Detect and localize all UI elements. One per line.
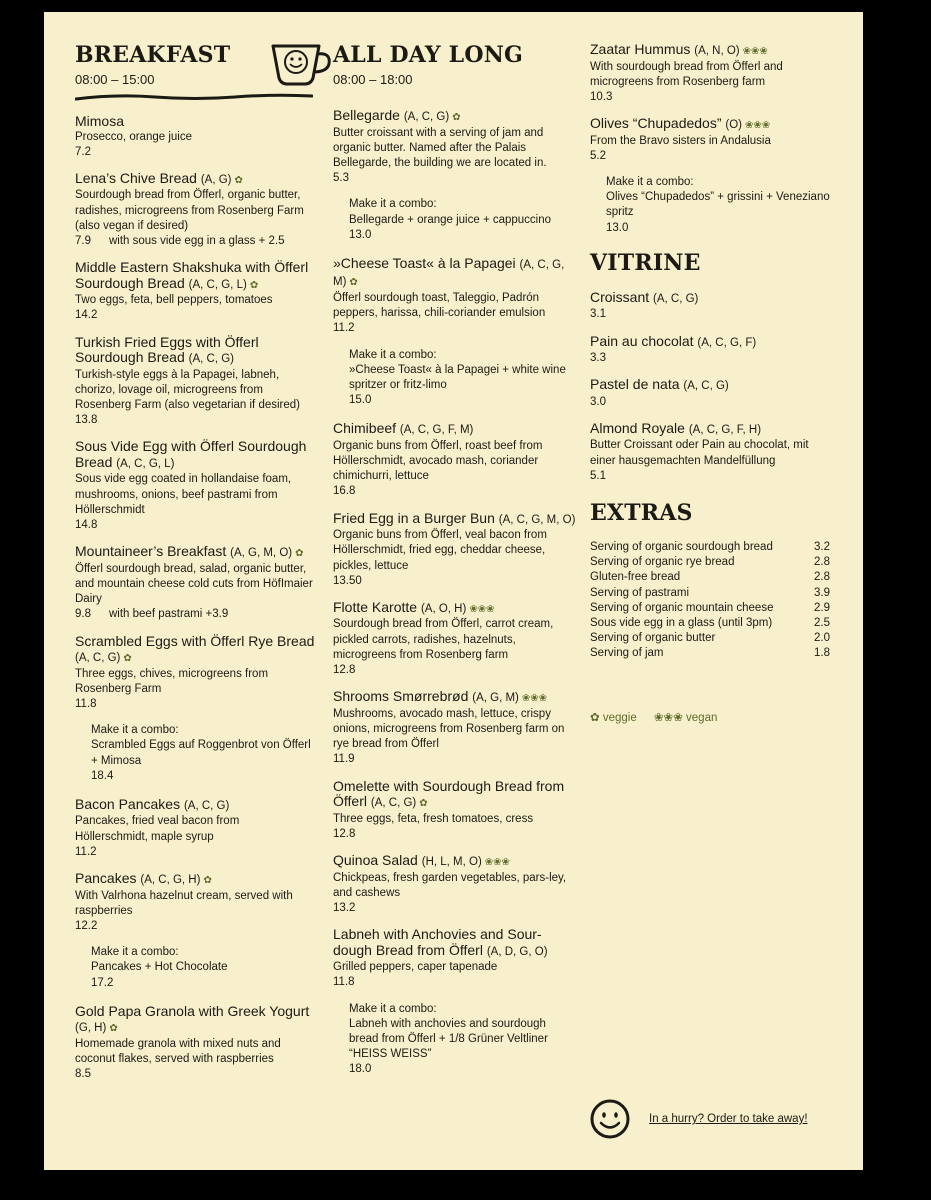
item-name-row — [333, 779, 578, 812]
extras-header — [590, 500, 836, 526]
item-price: 12.8 — [333, 827, 356, 840]
item-name-row — [590, 377, 836, 395]
combo-price: 18.4 — [91, 769, 114, 782]
item-allergens: (G, H) — [75, 1022, 107, 1035]
item-price: 7.9 — [75, 235, 91, 248]
item-name-row — [333, 256, 578, 291]
item-description: Three eggs, feta, fresh tomatoes, cress — [333, 812, 534, 825]
item-name: Bacon Pancakes — [75, 795, 181, 812]
item-name-row — [333, 927, 578, 960]
snack-items — [590, 42, 836, 236]
smiley-face-icon — [589, 1098, 633, 1142]
extra-row — [590, 616, 830, 631]
item-name-row — [333, 853, 578, 871]
item-description: With sourdough bread from Öfferl and microgreens from Rosenberg farm — [590, 60, 783, 88]
item-allergens: (A, C, G, F) — [697, 336, 757, 349]
combo-label: Make it a combo: — [91, 946, 179, 959]
veggie-icon: ✿ — [234, 174, 243, 186]
item-name: Omelette with Sourdough Bread from Öfferl — [333, 777, 565, 810]
extra-price: 2.9 — [814, 601, 830, 614]
diet-legend — [590, 710, 836, 724]
item-name-row — [590, 42, 836, 60]
item-description: Sous vide egg coated in hollandaise foam, mushrooms, onions, beef pastrami from Höllerschmidt — [75, 473, 292, 516]
menu-item — [333, 689, 578, 767]
item-name: Almond Royale — [590, 419, 685, 436]
combo-offer — [75, 723, 315, 784]
item-name-row — [590, 290, 836, 308]
item-price: 3.3 — [590, 352, 606, 365]
item-allergens: (A, C, G, F, H) — [688, 423, 762, 436]
item-price-row — [590, 469, 836, 484]
extra-row — [590, 586, 830, 601]
veggie-icon: ✿ — [452, 112, 461, 123]
item-price-row — [590, 149, 836, 164]
item-description: Öfferl sourdough bread, salad, organic butter, and mountain cheese cold cuts from HöfImaier Dairy — [75, 562, 313, 606]
item-price: 11.2 — [333, 322, 355, 335]
extra-label: Gluten-free bread — [590, 571, 681, 584]
menu-item — [590, 377, 836, 410]
item-allergens: (A, C, G, L) — [116, 457, 175, 470]
vegan-icon: ❀❀❀ — [484, 857, 510, 868]
veggie-icon: ✿ — [295, 548, 304, 560]
menu-item — [333, 853, 578, 916]
item-price-row — [75, 919, 315, 934]
item-name-row — [590, 421, 836, 439]
item-description: Sourdough bread from Öfferl, carrot cream, pickled carrots, radishes, hazelnuts, microgreens from Rosenberg farm — [333, 618, 554, 661]
combo-label: Make it a combo: — [91, 724, 179, 737]
item-price: 13.50 — [333, 574, 362, 587]
item-name-row — [590, 334, 836, 352]
item-description: Grilled peppers, caper tapenade — [333, 961, 498, 974]
item-price-row — [333, 752, 578, 767]
item-description: Homemade granola with mixed nuts and coconut flakes, served with raspberries — [75, 1037, 281, 1066]
coffee-cup-smiley-icon — [269, 40, 333, 88]
section-hours: 08:00 – 15:00 — [75, 72, 155, 87]
item-name: Middle Eastern Shakshuka with Öfferl Sourdough Bread — [75, 259, 309, 291]
item-price: 12.2 — [75, 920, 98, 932]
item-price: 11.8 — [333, 976, 355, 989]
item-name: Labneh with Anchovies and Sour-dough Bread from Öfferl — [333, 926, 542, 958]
combo-offer — [590, 175, 836, 236]
item-name: Scrambled Eggs with Öfferl Rye Bread — [75, 632, 315, 649]
item-description: Öfferl sourdough toast, Taleggio, Padrón peppers, harissa, chili-coriander emulsion — [333, 291, 546, 320]
item-name: Fried Egg in a Burger Bun — [333, 509, 495, 526]
menu-item — [590, 290, 836, 323]
menu-item — [333, 779, 578, 842]
item-name: Mimosa — [75, 113, 125, 129]
item-price-row — [75, 308, 315, 323]
menu-item — [333, 511, 578, 589]
combo-description: Labneh with anchovies and sourdough bread from Öfferl + 1/8 Grüner Veltliner “HEISS WEISS” — [349, 1017, 548, 1061]
combo-description: Pancakes + Hot Chocolate — [91, 961, 228, 974]
menu-item — [590, 42, 836, 105]
item-allergens: (A, G) — [200, 173, 232, 186]
item-description: Mushrooms, avocado mash, lettuce, crispy onions, microgreens from Rosenberg farm on rye bread from Öfferl — [333, 707, 565, 751]
menu-item — [75, 260, 315, 323]
item-name-row — [333, 511, 578, 529]
extra-price: 2.5 — [814, 617, 830, 630]
veggie-icon: ✿ — [419, 798, 428, 810]
item-price: 13.8 — [75, 414, 98, 427]
item-allergens: (O) — [725, 119, 743, 132]
item-extra-option: with sous vide egg in a glass + 2.5 — [109, 235, 285, 248]
menu-item — [75, 634, 315, 713]
veggie-icon: ✿ — [109, 1023, 118, 1035]
menu-item — [333, 421, 578, 499]
item-name: Sous Vide Egg with Öfferl Sourdough Bread — [75, 438, 307, 470]
combo-label: Make it a combo: — [349, 1002, 437, 1015]
vitrine-header — [590, 250, 836, 276]
combo-price: 13.0 — [606, 221, 629, 234]
extra-price: 1.8 — [814, 647, 830, 660]
item-allergens: (A, C, G, F, M) — [399, 424, 474, 437]
item-name-row — [75, 871, 315, 889]
extras-list — [590, 540, 836, 662]
item-price-row — [333, 975, 578, 990]
menu-item — [333, 927, 578, 990]
item-price-row — [75, 518, 315, 533]
extra-price: 3.2 — [814, 541, 830, 554]
combo-price: 13.0 — [349, 228, 372, 241]
item-price-row — [590, 90, 836, 105]
item-extra-option: with beef pastrami +3.9 — [109, 608, 229, 621]
item-name-row — [333, 108, 578, 126]
extra-row — [590, 540, 830, 555]
item-name-row — [333, 689, 578, 707]
item-price: 3.1 — [590, 308, 606, 321]
combo-offer — [333, 197, 578, 243]
veggie-icon: ✿ — [123, 653, 132, 665]
combo-offer — [75, 945, 315, 991]
right-column — [590, 42, 836, 724]
extra-label: Serving of organic sourdough bread — [590, 541, 773, 554]
item-price-row — [333, 321, 578, 336]
item-price-row — [75, 697, 315, 712]
extra-label: Sous vide egg in a glass (until 3pm) — [590, 617, 773, 630]
extra-label: Serving of pastrami — [590, 586, 690, 599]
menu-item — [590, 334, 836, 367]
item-description: Organic buns from Öfferl, veal bacon from Höllerschmidt, fried egg, cheddar cheese, pickles, lettuce — [333, 529, 547, 572]
item-allergens: (A, C, G) — [403, 111, 450, 123]
extra-price: 3.9 — [814, 586, 830, 599]
item-name: Pain au chocolat — [590, 332, 694, 349]
extra-label: Serving of organic mountain cheese — [590, 601, 774, 614]
item-allergens: (A, G, M, O) — [230, 547, 293, 560]
vegan-icon: ❀❀❀ — [742, 46, 768, 57]
combo-label: Make it a combo: — [349, 198, 437, 211]
item-price-row — [590, 395, 836, 410]
combo-description: Olives “Chupadedos” + grissini + Veneziano spritz — [606, 191, 830, 219]
vegan-icon: ❀❀❀ — [521, 693, 548, 705]
item-description: With Valrhona hazelnut cream, served with raspberries — [75, 889, 293, 917]
menu-item — [75, 1004, 315, 1083]
allday-column — [333, 42, 578, 1091]
legend-vegan: ❀❀❀ vegan — [653, 711, 718, 724]
menu-item — [333, 600, 578, 678]
item-description: Two eggs, feta, bell peppers, tomatoes — [75, 294, 273, 307]
item-price: 11.9 — [333, 753, 355, 766]
item-name: Mountaineer’s Breakfast — [75, 543, 227, 560]
item-price-row — [333, 574, 578, 589]
item-allergens: (A, C, G) — [683, 380, 729, 393]
extra-label: Serving of organic butter — [590, 632, 716, 645]
combo-description: Bellegarde + orange juice + cappuccino — [349, 213, 552, 226]
item-description: Organic buns from Öfferl, roast beef from Höllerschmidt, avocado mash, coriander chimichurri, lettuce — [333, 439, 543, 483]
item-name: Pastel de nata — [590, 376, 680, 393]
breakfast-items — [75, 114, 315, 1082]
item-price-row — [75, 234, 315, 249]
extra-row — [590, 555, 830, 570]
wavy-divider — [75, 92, 313, 102]
item-price: 11.2 — [75, 845, 97, 858]
item-price-row — [75, 845, 315, 860]
item-name-row — [75, 634, 315, 667]
item-price: 5.2 — [590, 149, 606, 162]
item-name: Bellegarde — [333, 107, 400, 123]
item-allergens: (A, C, G, H) — [140, 874, 201, 887]
item-name-row — [75, 114, 315, 130]
menu-item — [333, 256, 578, 337]
section-title: EXTRAS — [590, 500, 693, 527]
item-name: Chimibeef — [333, 420, 397, 437]
item-name: Zaatar Hummus — [590, 41, 691, 57]
section-title: BREAKFAST — [75, 42, 231, 68]
item-price-row — [333, 901, 578, 916]
item-name: Turkish Fried Eggs with Öfferl Sourdough Bread — [75, 333, 259, 366]
menu-item — [333, 108, 578, 186]
menu-item — [590, 421, 836, 484]
item-name-row — [75, 797, 315, 815]
allday-items — [333, 108, 578, 1078]
breakfast-column — [75, 42, 315, 1093]
menu-item — [75, 114, 315, 160]
extra-row — [590, 646, 830, 661]
veggie-icon: ✿ — [249, 279, 259, 291]
extra-row — [590, 631, 830, 646]
item-price-row — [590, 307, 836, 322]
extra-row — [590, 570, 830, 585]
item-price: 5.1 — [590, 469, 606, 482]
item-name: Croissant — [590, 288, 650, 305]
item-price: 11.8 — [75, 697, 97, 710]
extra-price: 2.8 — [814, 556, 830, 569]
item-name: »Cheese Toast« à la Papagei — [333, 254, 516, 271]
section-title: ALL DAY LONG — [333, 42, 524, 68]
item-price: 13.2 — [333, 901, 356, 914]
item-price: 7.2 — [75, 145, 91, 158]
item-name: Shrooms Smørrebrød — [333, 688, 469, 705]
item-description: Turkish-style eggs à la Papagei, labneh, chorizo, lovage oil, microgreens from Rosenberg Farm (also vegetarian if desired) — [75, 368, 300, 412]
item-allergens: (H, L, M, O) — [421, 856, 482, 868]
item-allergens: (A, G, M) — [472, 692, 519, 705]
item-name-row — [75, 1004, 315, 1037]
item-name-row — [75, 335, 315, 368]
combo-description: Scrambled Eggs auf Roggenbrot von Öfferl + Mimosa — [91, 739, 311, 767]
item-price-row — [333, 171, 578, 186]
item-name-row — [590, 116, 836, 134]
item-price-row — [75, 145, 315, 160]
item-name: Olives “Chupadedos” — [590, 115, 722, 132]
item-name: Gold Papa Granola with Greek Yogurt — [75, 1002, 310, 1019]
combo-price: 15.0 — [349, 394, 372, 407]
item-price: 5.3 — [333, 172, 349, 185]
item-price-row — [333, 663, 578, 678]
menu-item — [75, 871, 315, 934]
menu-item — [75, 335, 315, 429]
item-allergens: (A, C, G) — [188, 353, 235, 366]
menu-item — [75, 544, 315, 622]
item-description: Butter croissant with a serving of jam and organic butter. Named after the Palais Bellegarde, the building we are located in. — [333, 126, 547, 169]
item-description: Butter Croissant oder Pain au chocolat, mit einer hausgemachten Mandelfüllung — [590, 439, 809, 467]
extra-row — [590, 601, 830, 616]
item-allergens: (A, C, G, M) — [333, 258, 565, 289]
item-allergens: (A, D, G, O) — [486, 945, 548, 958]
item-description: From the Bravo sisters in Andalusia — [590, 134, 771, 147]
item-allergens: (A, C, G) — [370, 797, 417, 810]
combo-offer — [333, 1002, 578, 1078]
item-price: 8.5 — [75, 1068, 91, 1081]
menu-item — [75, 797, 315, 860]
item-name: Flotte Karotte — [333, 598, 418, 615]
item-name-row — [75, 439, 315, 472]
menu-item — [75, 171, 315, 249]
legend-veggie: ✿ veggie — [590, 711, 637, 724]
item-price: 16.8 — [333, 485, 356, 498]
item-name-row — [75, 260, 315, 293]
combo-label: Make it a combo: — [349, 348, 437, 361]
item-name-row — [333, 600, 578, 618]
item-allergens: (A, C, G) — [183, 799, 230, 812]
item-description: Pancakes, fried veal bacon from Höllerschmidt, maple syrup — [75, 815, 240, 843]
menu-item — [590, 116, 836, 164]
combo-price: 18.0 — [349, 1063, 372, 1076]
veggie-icon: ✿ — [203, 875, 212, 887]
item-name: Lena’s Chive Bread — [75, 169, 197, 186]
combo-description: »Cheese Toast« à la Papagei + white wine spritzer or fritz-limo — [349, 363, 566, 391]
item-price-row — [333, 827, 578, 842]
item-allergens: (A, N, O) — [694, 45, 740, 57]
vegan-icon: ❀❀❀ — [745, 120, 771, 132]
item-price-row — [75, 607, 315, 622]
item-name: Pancakes — [75, 870, 137, 887]
item-allergens: (A, C, G, L) — [188, 278, 247, 291]
item-allergens: (A, O, H) — [420, 602, 467, 615]
item-description: Sourdough bread from Öfferl, organic butter, radishes, microgreens from Rosenberg Farm (also vegan if desired) — [75, 189, 304, 232]
item-name-row — [75, 171, 315, 189]
menu-item — [75, 439, 315, 533]
section-hours: 08:00 – 18:00 — [333, 72, 413, 87]
extra-label: Serving of organic rye bread — [590, 556, 735, 569]
item-description: Three eggs, chives, microgreens from Rosenberg Farm — [75, 667, 269, 695]
item-price-row — [75, 1067, 315, 1082]
combo-offer — [333, 348, 578, 409]
extra-price: 2.8 — [814, 571, 830, 584]
item-name-row — [75, 544, 315, 562]
extra-label: Serving of jam — [590, 647, 664, 660]
section-title: VITRINE — [590, 249, 701, 276]
menu-page — [44, 12, 863, 1170]
allday-header — [333, 42, 578, 88]
item-price-row — [333, 484, 578, 499]
item-allergens: (A, C, G) — [75, 652, 121, 665]
item-description: Prosecco, orange juice — [75, 130, 192, 143]
vitrine-items — [590, 290, 836, 484]
item-price: 14.8 — [75, 519, 98, 532]
item-price: 9.8 — [75, 608, 91, 621]
combo-label: Make it a combo: — [606, 176, 694, 189]
item-price-row — [75, 413, 315, 428]
item-name-row — [333, 421, 578, 439]
item-price-row — [590, 351, 836, 366]
item-price: 3.0 — [590, 395, 606, 408]
item-name: Quinoa Salad — [333, 852, 418, 868]
takeaway-note: In a hurry? Order to take away! — [649, 1113, 808, 1125]
item-description: Chickpeas, fresh garden vegetables, pars-ley, and cashews — [333, 871, 567, 899]
combo-price: 17.2 — [91, 976, 114, 989]
item-allergens: (A, C, G, M, O) — [498, 513, 576, 526]
extra-price: 2.0 — [814, 632, 830, 645]
vegan-icon: ❀❀❀ — [469, 603, 495, 615]
veggie-icon: ✿ — [349, 277, 358, 289]
item-price: 12.8 — [333, 664, 356, 677]
item-price: 10.3 — [590, 90, 613, 103]
item-allergens: (A, C, G) — [653, 292, 699, 305]
item-price: 14.2 — [75, 309, 98, 322]
